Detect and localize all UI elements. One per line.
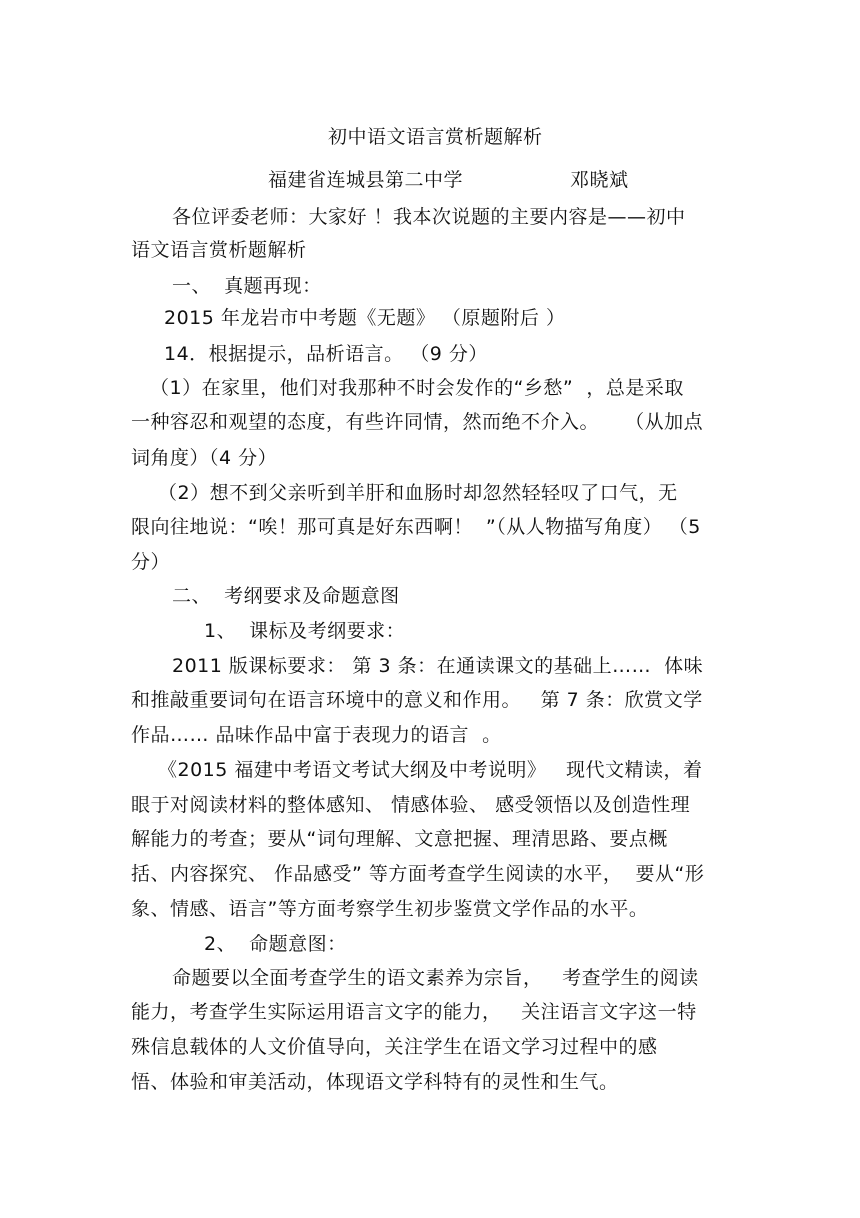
author-name: 邓晓斌 [570, 169, 629, 191]
paragraph-3-line-2: 能力，考查学生实际运用语言文字的能力， 关注语言文字这一特 [131, 1001, 697, 1023]
intro-line-1: 各位评委老师：大家好 ！我本次说题的主要内容是——初中 [172, 206, 686, 228]
paragraph-2-line-1: 《2015 福建中考语文考试大纲及中考说明》 现代文精读，着 [158, 759, 703, 781]
intro-line-2: 语文语言赏析题解析 [131, 239, 307, 261]
paragraph-3-line-4: 悟、体验和审美活动，体现语文学科特有的灵性和生气。 [131, 1071, 619, 1093]
paragraph-3-line-3: 殊信息载体的人文价值导向，关注学生在语文学习过程中的感 [131, 1036, 658, 1058]
subheading-1: 1、 课标及考纲要求： [204, 620, 406, 642]
section-heading-1: 一、 真题再现： [172, 275, 322, 297]
question-1-line-3: 词角度）（4 分） [131, 447, 278, 469]
paragraph-1-line-3: 作品…… 品味作品中富于表现力的语言 。 [131, 724, 502, 746]
question-14: 14．根据提示，品析语言。 （9 分） [164, 343, 488, 365]
paragraph-1-line-1: 2011 版课标要求： 第 3 条：在通读课文的基础上…… 体味 [172, 655, 704, 677]
question-2-line-3: 分） [131, 551, 171, 573]
school-name: 福建省连城县第二中学 [268, 169, 464, 191]
subheading-2: 2、 命题意图： [204, 933, 347, 955]
question-1-line-1: （1）在家里，他们对我那种不时会发作的“乡愁” ，总是采取 [150, 377, 684, 399]
section-heading-2: 二、 考纲要求及命题意图 [172, 585, 400, 607]
page-title: 初中语文语言赏析题解析 [328, 126, 543, 148]
paragraph-2-line-4: 括、内容探究、 作品感受” 等方面考查学生阅读的水平， 要从“形 [131, 863, 705, 885]
exam-source: 2015 年龙岩市中考题《无题》 （原题附后 ） [164, 307, 566, 329]
paragraph-2-line-5: 象、情感、语言”等方面考察学生初步鉴赏文学作品的水平。 [131, 898, 649, 920]
question-2-line-1: （2）想不到父亲听到羊肝和血肠时却忽然轻轻叹了口气，无 [158, 482, 678, 504]
paragraph-2-line-2: 眼于对阅读材料的整体感知、 情感体验、 感受领悟以及创造性理 [131, 794, 691, 816]
question-1-line-2: 一种容忍和观望的态度，有些许同情，然而绝不介入。 （从加点 [131, 411, 704, 433]
paragraph-1-line-2: 和推敲重要词句在语言环境中的意义和作用。 第 7 条：欣赏文学 [131, 689, 703, 711]
paragraph-2-line-3: 解能力的考查；要从“词句理解、文意把握、理清思路、要点概 [131, 828, 668, 850]
paragraph-3-line-1: 命题要以全面考查学生的语文素养为宗旨， 考查学生的阅读 [172, 967, 699, 989]
question-2-line-2: 限向往地说：“唉！那可真是好东西啊！ ”（从人物描写角度） （5 [131, 516, 701, 538]
